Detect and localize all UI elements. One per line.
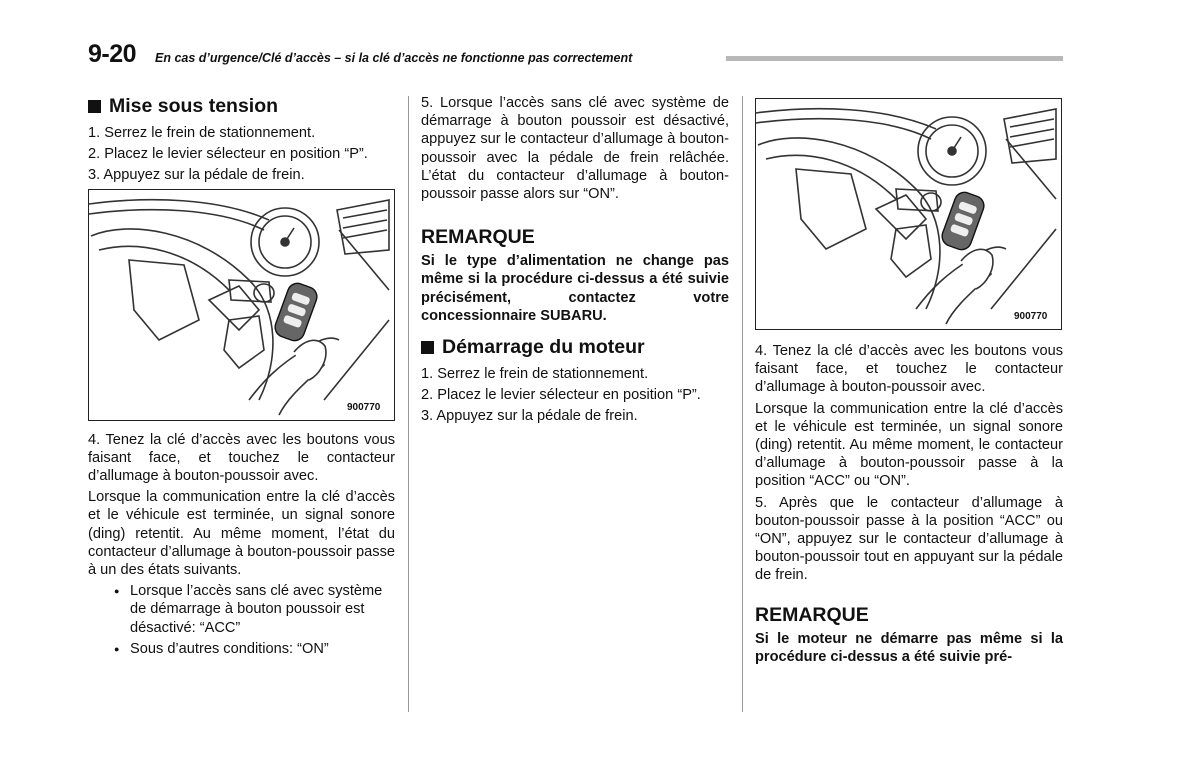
running-title: En cas d’urgence/Clé d’accès – si la clé d’accès ne fonctionne pas correctement [155, 51, 633, 65]
paragraph: Lorsque la communication entre la clé d’accès et le véhicule est terminée, un signal sonore (ding) retentit. Au même moment, l’état du contacteur d’allumage à bouton-poussoir passe à un des états suivants. [88, 489, 395, 579]
column-2 [421, 94, 729, 429]
header-rule [726, 56, 1063, 61]
step-3: 3. Appuyez sur la pédale de frein. [421, 408, 638, 425]
step-3: 3. Appuyez sur la pédale de frein. [88, 167, 305, 184]
step-2: 2. Placez le levier sélecteur en position “P”. [88, 146, 368, 163]
remark-heading: REMARQUE [755, 603, 869, 626]
step-4: 4. Tenez la clé d’accès avec les boutons vous faisant face, et touchez le contacteur d’allumage à bouton-poussoir avec. [755, 343, 1063, 396]
column-divider [742, 96, 743, 712]
key-fob [939, 190, 986, 253]
step-4: 4. Tenez la clé d’accès avec les boutons vous faisant face, et touchez le contacteur d’allumage à bouton-poussoir avec. [88, 431, 395, 485]
bullet-icon: ● [114, 586, 120, 597]
page-header [88, 40, 1063, 70]
column-1 [88, 94, 395, 661]
step-1: 1. Serrez le frein de stationnement. [88, 125, 316, 141]
bullet-item: ● Lorsque l’accès sans clé avec système de démarrage à bouton poussoir est désactivé: “ACC” [114, 583, 383, 636]
step-5: 5. Lorsque l’accès sans clé avec système de démarrage à bouton poussoir est désactivé, appuyez sur le contacteur d’allumage à bouton-poussoir avec la pédale de frein relâchée. L’état du contacteur d’allumage à bouton-poussoir passe alors sur “ON”. [421, 95, 729, 203]
remark-text: Si le type d’alimentation ne change pas même si la procédure ci-dessus a été suivie précisément, contactez votre concessionnaire SUBARU. [421, 253, 729, 324]
section-square-icon [88, 100, 101, 113]
column-3 [755, 94, 1063, 669]
section-heading [421, 335, 729, 359]
remark-text: Si le moteur ne démarre pas même si la procédure ci-dessus a été suivie pré- [755, 630, 1063, 665]
bullet-item: ● Sous d’autres conditions: “ON” [114, 640, 329, 657]
figure-code: 900770 [1014, 311, 1048, 322]
section-heading [88, 94, 395, 118]
section-heading-text: Démarrage du moteur [442, 336, 645, 359]
paragraph: Lorsque la communication entre la clé d’accès et le véhicule est terminée, un signal sonore (ding) retentit. Au même moment, le contacteur d’allumage à bouton-poussoir passe à la position “ACC” ou “ON”. [755, 400, 1063, 490]
dashboard-drawing [756, 99, 1061, 329]
dashboard-drawing [89, 190, 394, 420]
key-fob-illustration [755, 98, 1062, 330]
section-square-icon [421, 341, 434, 354]
step-5: 5. Après que le contacteur d’allumage à bouton-poussoir passe à la position “ACC” ou “ON”, appuyez sur le contacteur d’allumage à bouton-poussoir tout en appuyant sur la pédale de frein. [755, 494, 1063, 584]
key-fob-illustration [88, 189, 395, 421]
bullet-icon: ● [114, 643, 120, 654]
figure-code: 900770 [347, 401, 381, 413]
column-divider [408, 96, 409, 712]
page-number: 9-20 [88, 40, 137, 68]
key-fob [272, 280, 319, 343]
section-heading-text: Mise sous tension [109, 95, 279, 117]
step-2: 2. Placez le levier sélecteur en position “P”. [421, 387, 701, 404]
remark-heading: REMARQUE [421, 226, 535, 249]
step-1: 1. Serrez le frein de stationnement. [421, 366, 649, 383]
